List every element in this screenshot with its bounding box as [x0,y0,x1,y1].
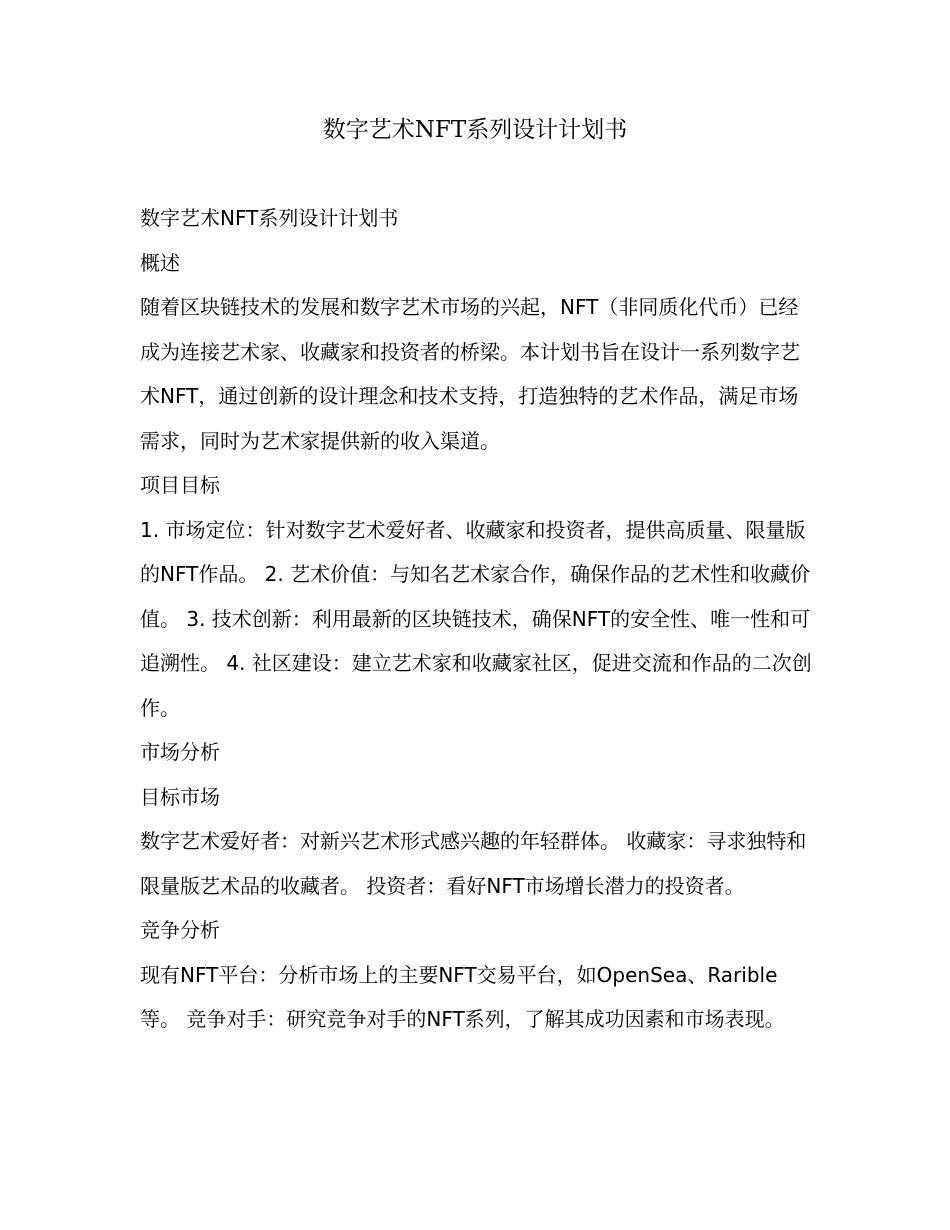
target-market-paragraph: 数字艺术爱好者：对新兴艺术形式感兴趣的年轻群体。 收藏家：寻求独特和限量版艺术品的收藏者。 投资者：看好NFT市场增长潜力的投资者。 [140,829,807,898]
competition-paragraph: 现有NFT平台：分析市场上的主要NFT交易平台，如OpenSea、Rarible等。 竞争对手：研究竞争对手的NFT系列，了解其成功因素和市场表现。 [140,962,785,1031]
document-body [140,196,812,1042]
section-heading-goals: 项目目标 [140,473,220,497]
section-heading-competition: 竞争分析 [140,918,220,942]
section-heading-overview: 概述 [140,250,180,275]
overview-paragraph: 随着区块链技术的发展和数字艺术市场的兴起，NFT（非同质化代币）已经成为连接艺术家、收藏家和投资者的桥梁。本计划书旨在设计一系列数字艺术NFT，通过创新的设计理念和技术支持，打造独特的艺术作品，满足市场需求，同时为艺术家提供新的收入渠道。 [140,295,800,453]
section-heading-market-analysis: 市场分析 [140,740,220,764]
section-heading-target-market: 目标市场 [140,784,220,809]
goals-paragraph: 1. 市场定位：针对数字艺术爱好者、收藏家和投资者，提供高质量、限量版的NFT作品。 2. 艺术价值：与知名艺术家合作，确保作品的艺术性和收藏价值。 3. 技术创新：利用最新的区块链技术，确保NFT的安全性、唯一性和可追溯性。 4. 社区建设：建立艺术家和收藏家社区，促进交流和作品的二次创作。 [140,517,812,720]
subtitle-paragraph: 数字艺术NFT系列设计计划书 [140,206,399,230]
document-title: 数字艺术NFT系列设计计划书 [322,117,628,143]
